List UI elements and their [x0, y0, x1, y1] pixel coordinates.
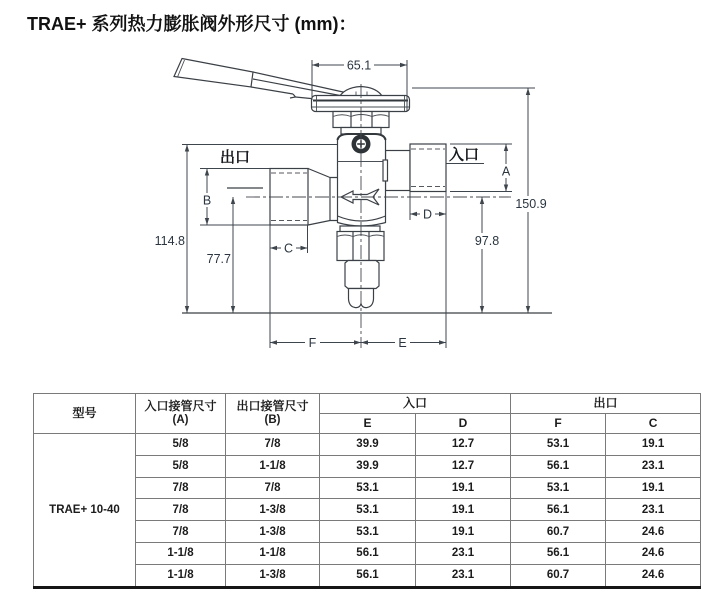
lower-stem	[337, 226, 384, 308]
table-row: 7/8 1-3/8 53.1 19.1 56.1 23.1	[34, 499, 701, 521]
header-col-f: F	[511, 414, 606, 434]
header-inlet-group: 入口	[320, 394, 511, 414]
header-model: 型号	[34, 394, 136, 434]
inlet-fitting	[386, 144, 447, 192]
header-inlet-conn: 入口接管尺寸 (A)	[136, 394, 226, 434]
dim-label-overall-height: 150.9	[515, 197, 547, 211]
dim-label-f: F	[308, 336, 317, 350]
header-col-d: D	[416, 414, 511, 434]
dimension-table	[33, 393, 701, 589]
table-row: 5/8 1-1/8 39.9 12.7 56.1 23.1	[34, 455, 701, 477]
header-col-e: E	[320, 414, 416, 434]
dim-label-left-height: 114.8	[154, 234, 185, 248]
table-row: 1-1/8 1-3/8 56.1 23.1 60.7 24.6	[34, 564, 701, 587]
outlet-port-label: 出口	[219, 149, 251, 166]
table-row: 1-1/8 1-1/8 56.1 23.1 56.1 24.6	[34, 542, 701, 564]
dim-label-top-width: 65.1	[346, 58, 372, 73]
diaphragm-head	[312, 87, 410, 112]
dim-label-d: D	[422, 207, 433, 222]
dim-label-e: E	[398, 336, 407, 350]
dim-label-a: A	[501, 164, 511, 179]
inlet-port-label: 入口	[448, 146, 480, 164]
dim-label-b: B	[202, 193, 212, 208]
page-title: TRAE+ 系列热力膨胀阀外形尺寸 (mm)：	[27, 14, 357, 34]
dim-label-right-height: 97.8	[474, 234, 500, 248]
dim-label-center-height: 77.7	[206, 252, 231, 266]
table-row: 7/8 1-3/8 53.1 19.1 60.7 24.6	[34, 521, 701, 543]
model-cell: TRAE+ 10-40	[34, 434, 136, 588]
dim-label-c: C	[283, 241, 294, 256]
table-row: 7/8 7/8 53.1 19.1 53.1 19.1	[34, 477, 701, 499]
header-outlet-conn: 出口接管尺寸 (B)	[226, 394, 320, 434]
table-row: TRAE+ 10-40 5/8 7/8 39.9 12.7 53.1 19.1	[34, 434, 701, 456]
header-col-c: C	[606, 414, 701, 434]
header-outlet-group: 出口	[511, 394, 701, 414]
